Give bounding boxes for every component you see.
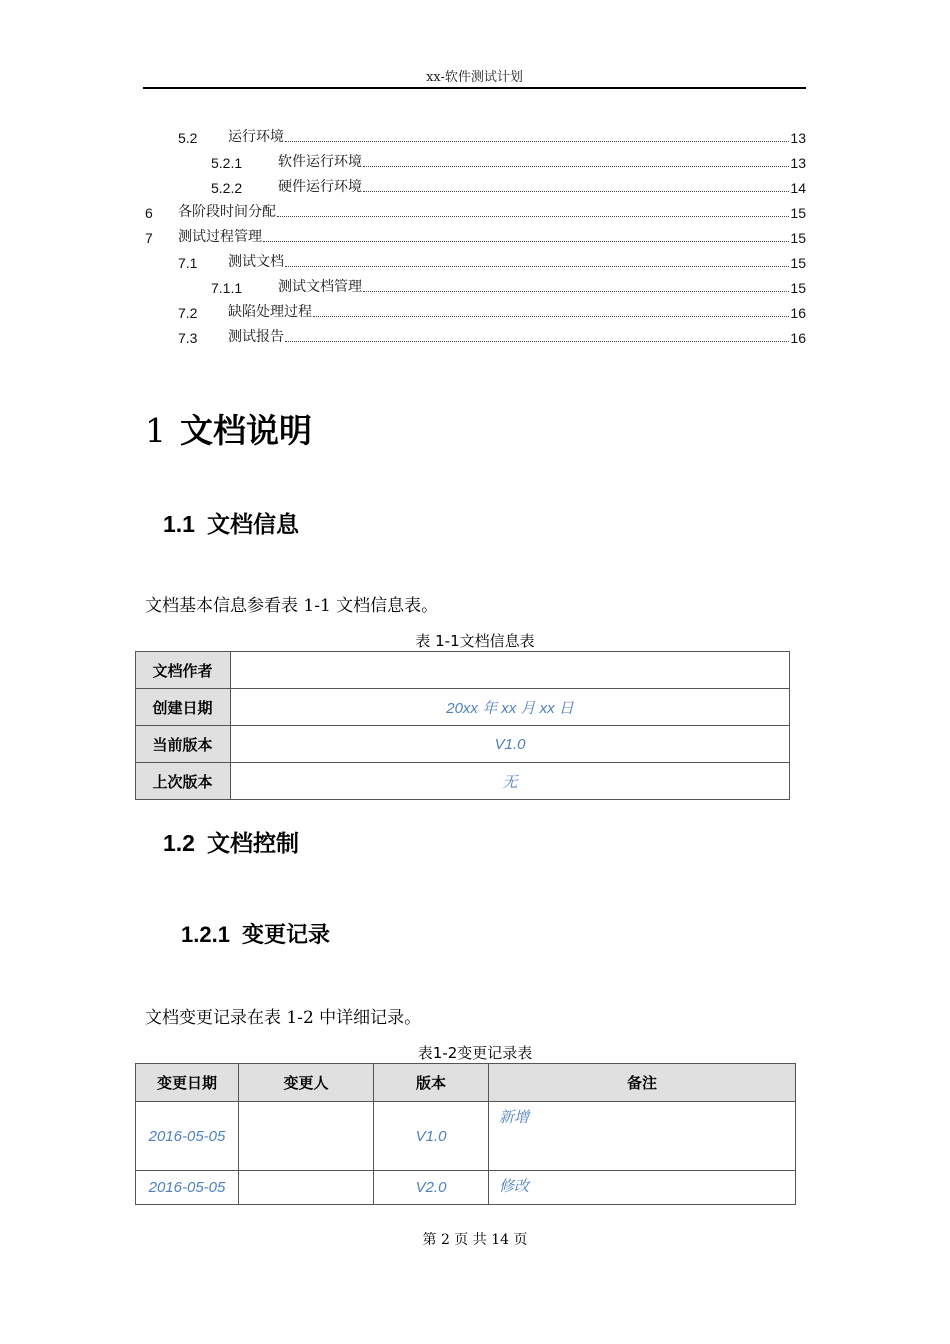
change-person xyxy=(239,1102,374,1171)
toc-entry[interactable] xyxy=(145,201,806,221)
table-label: 当前版本 xyxy=(136,726,231,763)
toc-title: 测试过程管理 xyxy=(178,229,262,245)
toc-number: 7 xyxy=(145,230,153,246)
toc-leader xyxy=(285,340,789,342)
table-label: 创建日期 xyxy=(136,689,231,726)
table-value xyxy=(231,652,790,689)
toc-title: 软件运行环境 xyxy=(278,154,362,170)
page-header: xx-软件测试计划 xyxy=(426,70,523,85)
toc-title: 缺陷处理过程 xyxy=(228,304,312,320)
toc-entry[interactable] xyxy=(145,226,806,246)
toc-page: 15 xyxy=(790,255,806,271)
heading-number: 1.2 xyxy=(163,830,195,856)
table-value: 无 xyxy=(231,763,790,800)
column-header: 备注 xyxy=(489,1064,796,1102)
toc-leader xyxy=(285,140,789,142)
column-header: 变更日期 xyxy=(136,1064,239,1102)
toc-entry[interactable] xyxy=(178,126,806,146)
change-table-caption: 表1-2变更记录表 xyxy=(417,1044,533,1062)
heading-1-2 xyxy=(163,825,299,858)
page-footer: 第 2 页 共 14 页 xyxy=(422,1232,528,1248)
column-header: 变更人 xyxy=(239,1064,374,1102)
toc-page: 16 xyxy=(790,330,806,346)
table-row xyxy=(136,1102,796,1171)
toc-leader xyxy=(277,215,789,217)
toc-entry[interactable] xyxy=(211,176,806,196)
table-row xyxy=(136,689,790,726)
table-value: 20xx 年 xx 月 xx 日 xyxy=(231,689,790,726)
change-version: V2.0 xyxy=(374,1171,489,1205)
toc-page: 15 xyxy=(790,230,806,246)
heading-text: 文档控制 xyxy=(206,831,299,857)
table-label: 上次版本 xyxy=(136,763,231,800)
change-paragraph: 文档变更记录在表 1-2 中详细记录。 xyxy=(145,1008,422,1028)
table-row xyxy=(136,726,790,763)
document-info-table xyxy=(135,651,790,800)
toc-number: 5.2 xyxy=(178,130,198,146)
change-date: 2016-05-05 xyxy=(136,1102,239,1171)
toc-entry[interactable] xyxy=(178,326,806,346)
change-note: 修改 xyxy=(489,1171,796,1205)
toc-title: 测试报告 xyxy=(228,329,284,345)
toc-page: 13 xyxy=(790,130,806,146)
toc-leader xyxy=(363,290,789,292)
toc-title: 各阶段时间分配 xyxy=(178,204,276,220)
toc-page: 15 xyxy=(790,280,806,296)
toc-title: 硬件运行环境 xyxy=(278,179,362,195)
table-value: V1.0 xyxy=(231,726,790,763)
table-row xyxy=(136,1171,796,1205)
table-label: 文档作者 xyxy=(136,652,231,689)
heading-1-2-1 xyxy=(181,918,330,949)
table-row xyxy=(136,763,790,800)
info-table-caption: 表 1-1文档信息表 xyxy=(415,632,535,650)
toc-entry[interactable] xyxy=(178,251,806,271)
change-version: V1.0 xyxy=(374,1102,489,1171)
info-paragraph: 文档基本信息参看表 1-1 文档信息表。 xyxy=(145,596,439,616)
toc-page: 15 xyxy=(790,205,806,221)
toc-number: 7.2 xyxy=(178,305,198,321)
toc-leader xyxy=(363,165,789,167)
toc-number: 7.3 xyxy=(178,330,198,346)
toc-leader xyxy=(263,240,789,242)
toc-entry[interactable] xyxy=(211,151,806,171)
toc-page: 14 xyxy=(790,180,806,196)
heading-text: 文档说明 xyxy=(180,411,312,450)
toc-leader xyxy=(285,265,789,267)
toc-leader xyxy=(313,315,789,317)
toc-entry[interactable] xyxy=(178,301,806,321)
change-person xyxy=(239,1171,374,1205)
toc-number: 5.2.1 xyxy=(211,155,243,171)
heading-number: 1 xyxy=(145,411,166,450)
heading-number: 1.2.1 xyxy=(181,922,230,947)
heading-text: 变更记录 xyxy=(241,923,330,948)
toc-entry[interactable] xyxy=(211,276,806,296)
table-row xyxy=(136,652,790,689)
header-rule xyxy=(143,87,806,89)
change-date: 2016-05-05 xyxy=(136,1171,239,1205)
heading-1 xyxy=(145,405,312,452)
toc-number: 6 xyxy=(145,205,153,221)
column-header: 版本 xyxy=(374,1064,489,1102)
toc-number: 5.2.2 xyxy=(211,180,243,196)
toc-title: 运行环境 xyxy=(228,129,284,145)
toc-leader xyxy=(363,190,789,192)
toc-number: 7.1.1 xyxy=(211,280,243,296)
heading-number: 1.1 xyxy=(163,511,195,537)
change-note: 新增 xyxy=(489,1102,796,1171)
toc-page: 16 xyxy=(790,305,806,321)
toc-title: 测试文档管理 xyxy=(278,279,362,295)
toc-number: 7.1 xyxy=(178,255,198,271)
change-record-table xyxy=(135,1063,796,1205)
heading-1-1 xyxy=(163,506,299,539)
table-header-row xyxy=(136,1064,796,1102)
toc-title: 测试文档 xyxy=(228,254,284,270)
toc-page: 13 xyxy=(790,155,806,171)
heading-text: 文档信息 xyxy=(206,512,299,538)
